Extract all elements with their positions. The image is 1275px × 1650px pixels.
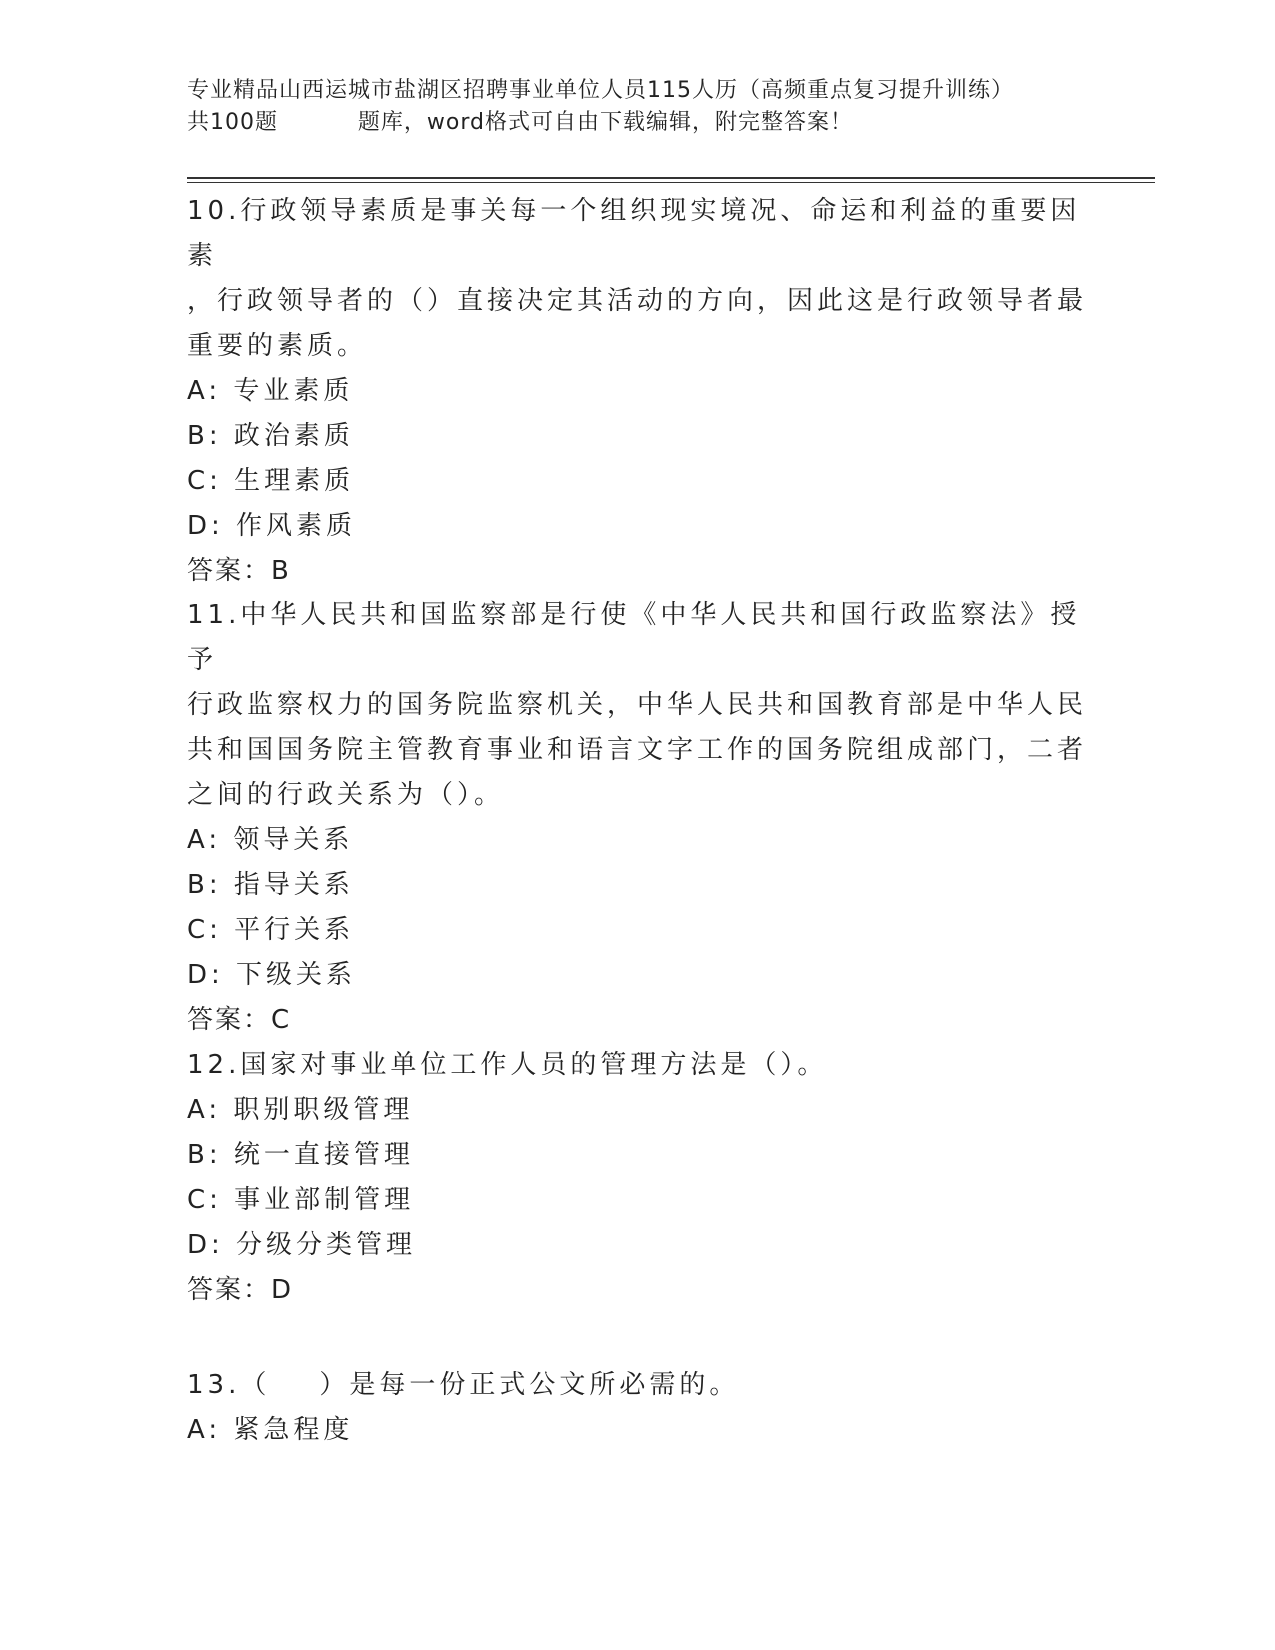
option-d: D: 下级关系 — [187, 960, 357, 990]
option-a: A: 职别职级管理 — [187, 1095, 414, 1125]
question-12 — [187, 1043, 1087, 1313]
question-text: 12.国家对事业单位工作人员的管理方法是（）。 — [187, 1050, 828, 1080]
question-text: 11.中华人民共和国监察部是行使《中华人民共和国行政监察法》授予 行政监察权力的国务院监察机关，中华人民共和国教育部是中华人民 共和国国务院主管教育事业和语言文字工作的国务院组成部门，二者 之间的行政关系为（）。 — [187, 600, 1088, 810]
question-text: 13.（ ）是每一份正式公文所必需的。 — [187, 1370, 740, 1400]
document-header-line-1: 专业精品山西运城市盐湖区招聘事业单位人员115人历（高频重点复习提升训练） — [187, 78, 1014, 103]
question-13 — [187, 1363, 1087, 1453]
option-a: A: 领导关系 — [187, 825, 354, 855]
option-c: C: 生理素质 — [187, 466, 355, 496]
header-divider-thin — [187, 182, 1155, 183]
option-c: C: 事业部制管理 — [187, 1185, 415, 1215]
document-header-line-2: 共100题 题库，word格式可自由下载编辑，附完整答案！ — [187, 110, 854, 135]
answer-label: 答案：B — [187, 556, 291, 586]
header-divider-thick — [187, 177, 1155, 179]
option-b: B: 政治素质 — [187, 421, 354, 451]
option-a: A: 专业素质 — [187, 376, 354, 406]
question-text: 10.行政领导素质是事关每一个组织现实境况、命运和利益的重要因素 ，行政领导者的（）直接决定其活动的方向，因此这是行政领导者最 重要的素质。 — [187, 196, 1088, 361]
option-d: D: 作风素质 — [187, 511, 357, 541]
question-10 — [187, 189, 1087, 594]
option-a: A: 紧急程度 — [187, 1415, 354, 1445]
option-b: B: 统一直接管理 — [187, 1140, 414, 1170]
question-11 — [187, 593, 1087, 1043]
answer-label: 答案：C — [187, 1005, 292, 1035]
option-c: C: 平行关系 — [187, 915, 355, 945]
option-b: B: 指导关系 — [187, 870, 354, 900]
option-d: D: 分级分类管理 — [187, 1230, 417, 1260]
answer-label: 答案：D — [187, 1275, 294, 1305]
